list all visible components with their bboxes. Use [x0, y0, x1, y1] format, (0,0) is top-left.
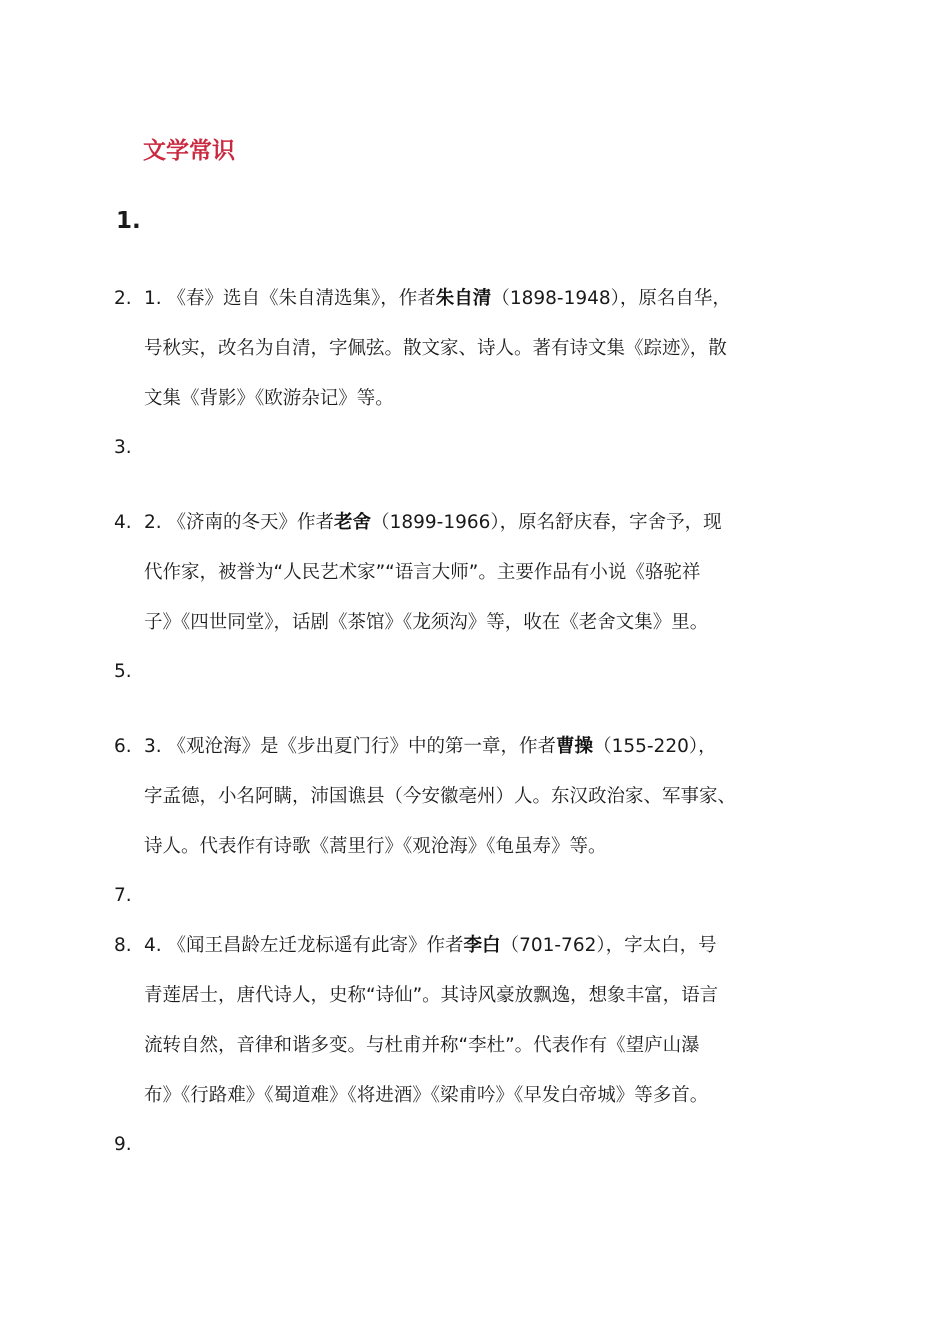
item-number: 3. [114, 437, 132, 458]
item-number: 6. [114, 736, 132, 757]
item-text: 2. 《济南的冬天》作者老舍（1899-1966），原名舒庆春，字舍予，现 代作家，被誉为“人民艺术家”“语言大师”。主要作品有小说《骆驼祥 子》《四世同堂》，话剧《茶馆》《龙须沟》等，收在《老舍文集》里。 [144, 512, 722, 633]
author-name: 李白 [463, 935, 501, 956]
page-title: 文学常识 [143, 138, 235, 164]
author-name: 曹操 [556, 736, 594, 757]
item-number: 5. [114, 661, 132, 682]
author-name: 老舍 [334, 512, 372, 533]
item-number: 4. [114, 512, 132, 533]
item-text: 1. 《春》选自《朱自清选集》，作者朱自清（1898-1948），原名自华， 号秋实，改名为自清，字佩弦。散文家、诗人。著有诗文集《踪迹》，散 文集《背影》《欧游杂记》等。 [144, 288, 731, 409]
item-text: 3. 《观沧海》是《步出夏门行》中的第一章，作者曹操（155-220）， 字孟德，小名阿瞒，沛国谯县（今安徽亳州）人。东汉政治家、军事家、 诗人。代表作有诗歌《蒿里行》《观沧海》《龟虽寿》等。 [144, 736, 737, 857]
list-heading: 1. [116, 208, 141, 234]
author-name: 朱自清 [435, 288, 492, 309]
item-text: 4. 《闻王昌龄左迁龙标遥有此寄》作者李白（701-762），字太白，号 青莲居士，唐代诗人，史称“诗仙”。其诗风豪放飘逸，想象丰富，语言 流转自然，音律和谐多变。与杜甫并称“李杜”。代表作有《望庐山瀑 布》《行路难》《蜀道难》《将进酒》《梁甫吟》《早发白帝城》等多首。 [144, 935, 719, 1106]
item-number: 7. [114, 885, 132, 906]
item-number: 8. [114, 935, 132, 956]
item-number: 9. [114, 1134, 132, 1155]
item-number: 2. [114, 288, 132, 309]
